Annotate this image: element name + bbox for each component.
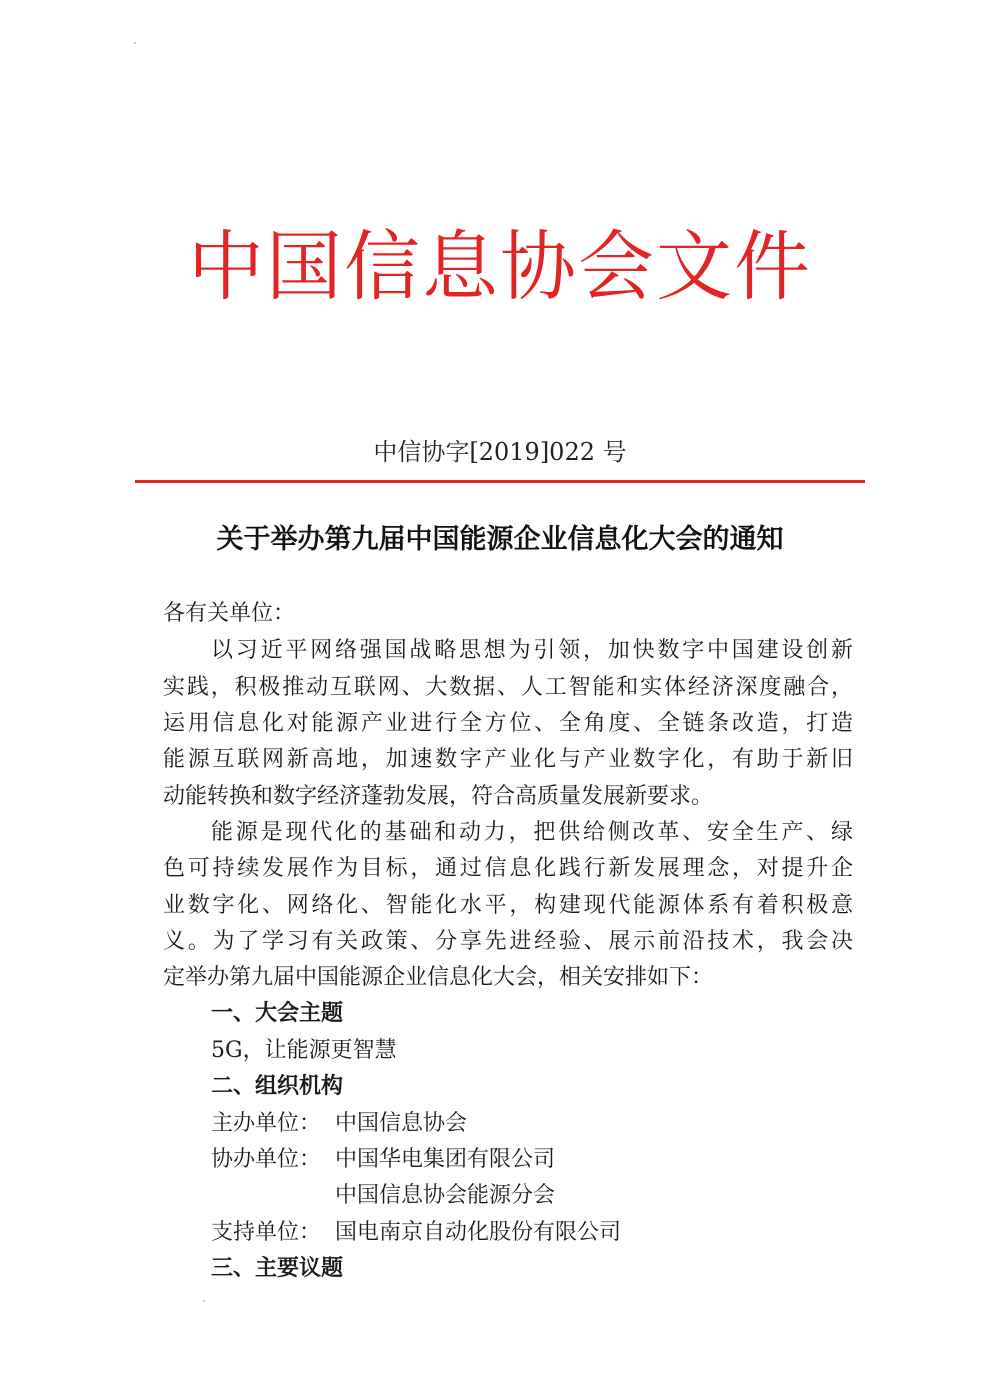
scan-speck (134, 42, 136, 44)
masthead-title: 中国信息协会文件 (188, 222, 812, 311)
paragraph-1-line: 能源互联网新高地，加速数字产业化与产业数字化，有助于新旧 (163, 747, 853, 772)
conference-theme: 5G，让能源更智慧 (211, 1038, 397, 1063)
host-unit-label: 主办单位： (211, 1111, 322, 1136)
paragraph-2-line: 定举办第九届中国能源企业信息化大会，相关安排如下： (163, 965, 714, 990)
section-heading-organization: 二、组织机构 (211, 1074, 344, 1099)
paragraph-2-line: 义。为了学习有关政策、分享先进经验、展示前沿技术，我会决 (163, 929, 853, 954)
co-organizer-label: 协办单位： (211, 1147, 322, 1172)
section-heading-theme: 一、大会主题 (211, 1001, 344, 1026)
scan-speck (203, 1300, 205, 1302)
host-unit-value: 中国信息协会 (335, 1111, 468, 1136)
notice-title: 关于举办第九届中国能源企业信息化大会的通知 (216, 524, 784, 555)
red-divider-line (135, 480, 865, 483)
host-unit-row (211, 1106, 467, 1142)
support-unit-value: 国电南京自动化股份有限公司 (335, 1220, 622, 1245)
section-heading-topics: 三、主要议题 (211, 1256, 344, 1281)
co-organizer-row (211, 1142, 555, 1178)
paragraph-2-line: 业数字化、网络化、智能化水平，构建现代能源体系有着积极意 (163, 893, 853, 918)
salutation: 各有关单位： (163, 601, 296, 626)
paragraph-2-line: 色可持续发展作为目标，通过信息化践行新发展理念，对提升企 (163, 856, 853, 881)
co-organizer-value: 中国华电集团有限公司 (335, 1147, 556, 1172)
co-organizer-value: 中国信息协会能源分会 (335, 1183, 556, 1208)
paragraph-2-line: 能源是现代化的基础和动力，把供给侧改革、安全生产、绿 (211, 820, 853, 845)
paragraph-1-line: 运用信息化对能源产业进行全方位、全角度、全链条改造，打造 (163, 711, 853, 736)
support-unit-row (211, 1215, 621, 1251)
paragraph-1-line: 以习近平网络强国战略思想为引领，加快数字中国建设创新 (211, 638, 853, 663)
document-number: 中信协字[2019]022 号 (373, 438, 627, 466)
support-unit-label: 支持单位： (211, 1220, 322, 1245)
paragraph-1-line: 动能转换和数字经济蓬勃发展，符合高质量发展新要求。 (163, 784, 714, 809)
paragraph-1-line: 实践，积极推动互联网、大数据、人工智能和实体经济深度融合， (163, 675, 853, 700)
